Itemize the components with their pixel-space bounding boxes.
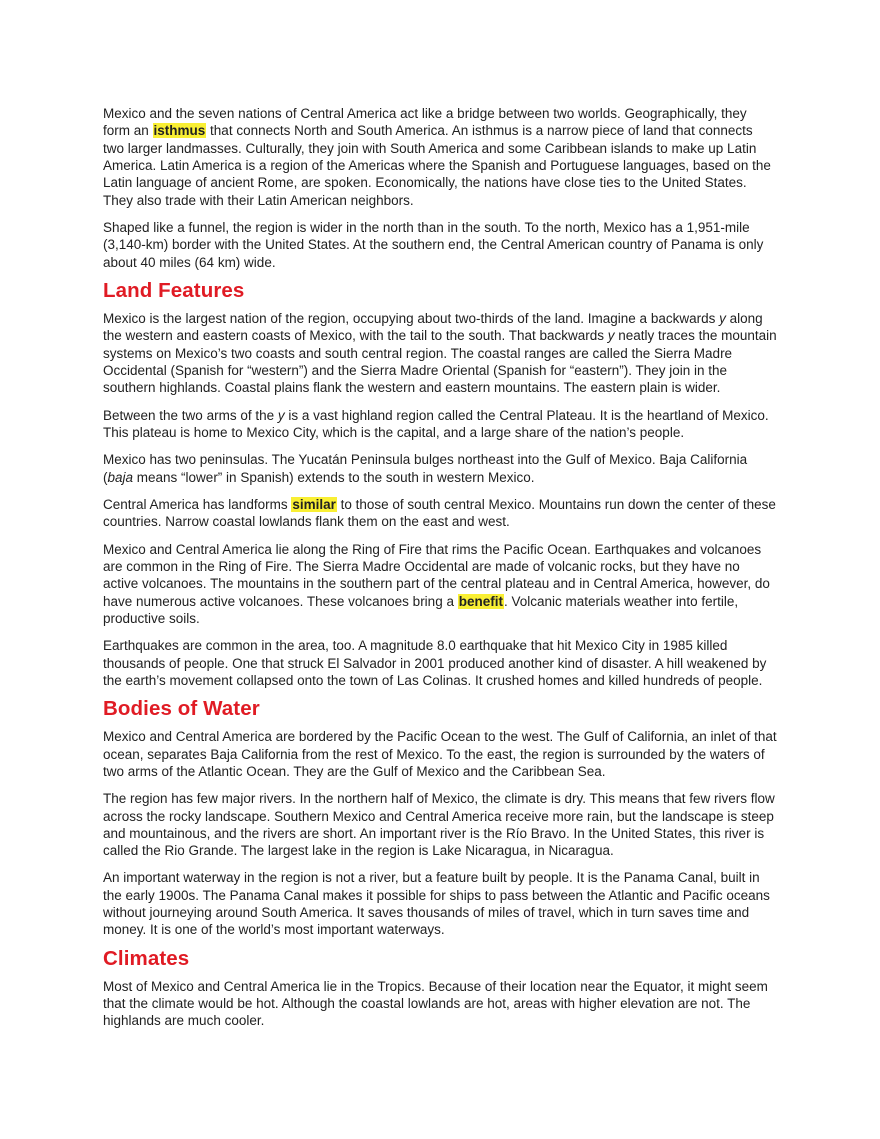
text-run: Central America has landforms bbox=[103, 496, 292, 512]
text-run: Mexico and the seven nations of Central America act like a bridge between two worlds. Geographically, they form an bbox=[103, 106, 747, 139]
text-run: is a vast highland region called the Central Plateau. It is the heartland of Mexico. This plateau is home to Mexico City, which is the capital, and a large share of the nation’s people. bbox=[103, 407, 769, 440]
text-run: means “lower” in Spanish) extends to the south in western Mexico. bbox=[133, 469, 535, 485]
paragraph bbox=[103, 310, 777, 397]
text-run: neatly traces the mountain systems on Mexico’s two coasts and south central region. The coastal ranges are called the Sierra Madre Occidental (Spanish for “western”) and the Sierra Madre Oriental (Spanish for “eastern”). They join in the southern highlands. Coastal plains flank the western and eastern mountains. The eastern plain is wider. bbox=[103, 328, 777, 396]
paragraph bbox=[103, 728, 777, 780]
text-run: Mexico and Central America lie along the Ring of Fire that rims the Pacific Ocean. Earthquakes and volcanoes are common in the Ring of Fire. The Sierra Madre Occidental are made of volcanic rocks, but they have no active volcanoes. The mountains in the southern part of the central plateau and in Central America, however, do have numerous active volcanoes. These volcanoes bring a bbox=[103, 541, 770, 609]
text-run: Mexico has two peninsulas. The Yucatán Peninsula bulges northeast into the Gulf of Mexico. Baja California ( bbox=[103, 452, 748, 485]
paragraph bbox=[103, 978, 777, 1030]
text-run: The region has few major rivers. In the northern half of Mexico, the climate is dry. This means that few rivers flow across the rocky landscape. Southern Mexico and Central America receive more rain, but the landscape is steep and mountainous, and the rivers are short. An important river is the Río Bravo. In the United States, this river is called the Rio Grande. The largest lake in the region is Lake Nicaragua, in Nicaragua. bbox=[103, 791, 775, 859]
highlighted-vocab-term: benefit bbox=[458, 593, 503, 609]
italic-term: y bbox=[277, 407, 285, 423]
document-content bbox=[103, 105, 777, 1040]
paragraph bbox=[103, 219, 777, 271]
text-run: Mexico and Central America are bordered by the Pacific Ocean to the west. The Gulf of California, an inlet of that ocean, separates Baja California from the rest of Mexico. To the east, the region is surrounded by the waters of two arms of the Atlantic Ocean. They are the Gulf of Mexico and the Caribbean Sea. bbox=[103, 729, 777, 779]
paragraph bbox=[103, 790, 777, 859]
section-heading-bodies-of-water: Bodies of Water bbox=[103, 697, 260, 721]
highlighted-vocab-term: similar bbox=[292, 496, 336, 512]
paragraph bbox=[103, 105, 777, 209]
text-run: Most of Mexico and Central America lie in the Tropics. Because of their location near the Equator, it might seem that the climate would be hot. Although the coastal lowlands are hot, areas with higher elevation are not. The highlands are much cooler. bbox=[103, 978, 768, 1029]
text-run: Shaped like a funnel, the region is wider in the north than in the south. To the north, Mexico has a 1,951-mile (3,140-km) border with the United States. At the southern end, the Central American country of Panama is only about 40 miles (64 km) wide. bbox=[103, 219, 764, 270]
paragraph bbox=[103, 869, 777, 938]
paragraph bbox=[103, 496, 777, 531]
paragraph bbox=[103, 407, 777, 442]
text-run: Earthquakes are common in the area, too. A magnitude 8.0 earthquake that hit Mexico City in 1985 killed thousands of people. One that struck El Salvador in 2001 produced another kind of disaster. A hill weakened by the earth’s movement collapsed onto the town of Las Colinas. It crushed homes and killed hundreds of people. bbox=[103, 638, 767, 688]
text-run: . Volcanic materials weather into fertile, productive soils. bbox=[103, 593, 739, 626]
text-run: along the western and eastern coasts of Mexico, with the tail to the south. That backwards bbox=[103, 310, 763, 344]
italic-term: baja bbox=[107, 469, 134, 485]
paragraph bbox=[103, 637, 777, 689]
text-run: Between the two arms of the bbox=[103, 407, 278, 423]
highlighted-vocab-term: isthmus bbox=[153, 123, 206, 139]
text-run: Mexico is the largest nation of the region, occupying about two-thirds of the land. Imagine a backwards bbox=[103, 310, 720, 326]
section-heading-land-features: Land Features bbox=[103, 278, 245, 302]
paragraph bbox=[103, 451, 777, 486]
section-heading-climates: Climates bbox=[103, 946, 190, 970]
text-run: to those of south central Mexico. Mountains run down the center of these countries. Narrow coastal lowlands flank them on the east and west. bbox=[103, 496, 776, 530]
italic-term: y bbox=[719, 310, 726, 326]
text-run: An important waterway in the region is not a river, but a feature built by people. It is the Panama Canal, built in the early 1900s. The Panama Canal makes it possible for ships to pass between the Atlantic and Pacific oceans without journeying around South America. It saves thousands of miles of travel, which in turn saves time and money. It is one of the world’s most important waterways. bbox=[103, 870, 770, 938]
paragraph bbox=[103, 541, 777, 628]
text-run: that connects North and South America. An isthmus is a narrow piece of land that connects two larger landmasses. Culturally, they join with South America and some Caribbean islands to make up Latin America. Latin America is a region of the Americas where the Spanish and Portuguese languages, based on the Latin language of ancient Rome, are spoken. Economically, the nations have close ties to the United States. They also trade with their Latin American neighbors. bbox=[103, 123, 771, 208]
italic-term: y bbox=[607, 328, 615, 344]
